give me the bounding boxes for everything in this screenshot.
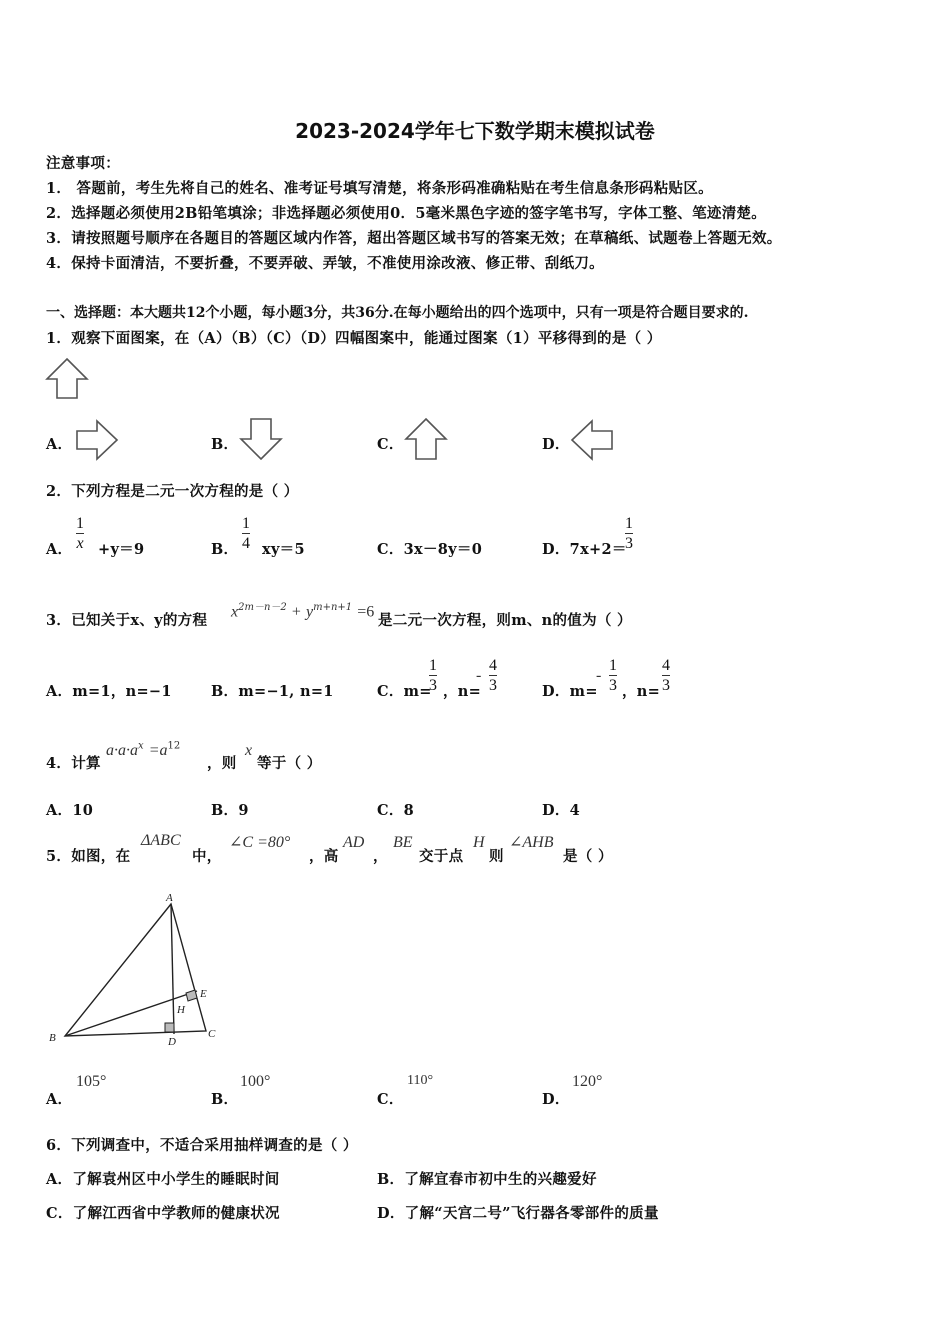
point-label-h: H [177, 1004, 185, 1016]
q6-option-b: B．了解宜春市初中生的兴趣爱好 [377, 1171, 597, 1188]
q5-option-label: D． [542, 1091, 570, 1108]
q3-option-c-mid: ，n= [443, 683, 482, 700]
q2-option-a-rest: +y＝9 [98, 541, 145, 558]
q5-option-value: 110° [407, 1073, 434, 1088]
q3-option-d-label: D．m= [542, 683, 598, 700]
up-arrow-figure [44, 357, 90, 401]
q5-stem-c: ，高 [309, 848, 339, 865]
q4-option-b: B．9 [211, 802, 249, 819]
q4-option-c: C．8 [377, 802, 415, 819]
q4-expression: $a\cdot a\cdot a^x =a^{12}$ [106, 740, 181, 759]
q5-stem-d: 交于点 [419, 848, 464, 865]
q1-option-label: A． [46, 436, 73, 453]
section-heading: 一、选择题：本大题共12个小题，每小题3分，共36分.在每小题给出的四个选项中，只有一项是符合题目要求的. [46, 305, 749, 321]
vertex-label-a: A [166, 892, 173, 904]
q5-stem-f: 是（ ） [563, 848, 613, 865]
q1-stem: 1．观察下面图案，在（A）（B）（C）（D）四幅图案中，能通过图案（1）平移得到的是（ ） [46, 330, 662, 347]
q4-stem-end: 等于（ ） [257, 755, 322, 772]
q3-option-c-fraction-m: $\frac{1}{3}$ [429, 657, 437, 694]
page-title: 2023-2024学年七下数学期末模拟试卷 [295, 119, 655, 143]
q5-stem-b: 中， [192, 848, 222, 865]
q3-option-c-fraction-n: $\frac{4}{3}$ [489, 657, 497, 694]
up-arrow-figure [403, 416, 449, 462]
q6-option-d: D．了解“天宫二号”飞行器各零部件的质量 [377, 1205, 659, 1222]
notice-item: 3．请按照题号顺序在各题目的答题区域内作答，超出答题区域书写的答案无效；在草稿纸、试题卷上答题无效。 [46, 230, 782, 247]
q2-stem: 2．下列方程是二元一次方程的是（ ） [46, 483, 299, 500]
q5-option-value: 105° [76, 1073, 107, 1090]
q4-stem-start: 4．计算 [46, 755, 101, 772]
q5-triangle: ΔABC [141, 832, 181, 849]
q5-altitude-be: BE [393, 834, 413, 851]
notice-item: 2．选择题必须使用2B铅笔填涂；非选择题必须使用0．5毫米黑色字迹的签字笔书写，字体工整、笔迹清楚。 [46, 205, 767, 222]
q5-option-label: A． [46, 1091, 73, 1108]
q1-option-label: B． [211, 436, 239, 453]
q3-stem-start: 3．已知关于x、y的方程 [46, 612, 208, 629]
q3-option-a: A．m=1，n=−1 [46, 683, 172, 700]
q3-option-c-sign: - [476, 667, 482, 684]
q5-option-label: C． [377, 1091, 404, 1108]
left-arrow-figure [569, 418, 615, 462]
notice-item: 4．保持卡面清洁，不要折叠，不要弄破、弄皱，不准使用涂改液、修正带、刮纸刀。 [46, 255, 604, 272]
right-arrow-figure [74, 418, 120, 462]
triangle-figure [40, 885, 230, 1055]
vertex-label-c: C [208, 1028, 216, 1040]
q2-option-a-fraction: $\frac{1}{x}$ [76, 515, 84, 552]
q6-option-a: A．了解袁州区中小学生的睡眠时间 [46, 1171, 280, 1188]
q2-option-b-label: B． [211, 541, 239, 558]
q5-altitude-ad: AD [343, 834, 365, 851]
q2-option-d-fraction: $\frac{1}{3}$ [625, 515, 633, 552]
q3-option-c-label: C．m= [377, 683, 432, 700]
q5-angle-ahb: ∠AHB [509, 834, 554, 851]
q1-option-label: D． [542, 436, 570, 453]
notice-heading: 注意事项： [46, 155, 120, 172]
q4-option-d: D．4 [542, 802, 581, 819]
q5-option-value: 100° [240, 1073, 271, 1090]
down-arrow-figure [238, 416, 284, 462]
q1-option-label: C． [377, 436, 404, 453]
notice-item: 1． 答题前，考生先将自己的姓名、准考证号填写清楚，将条形码准确粘贴在考生信息条形码粘贴区。 [46, 180, 713, 197]
q5-stem-start: 5．如图，在 [46, 848, 131, 865]
q5-stem-e: 则 [489, 848, 504, 865]
q2-option-b-rest: xy＝5 [262, 541, 305, 558]
q3-equation: $x^{2m-n-2} + y^{m+n+1} =6$ [231, 602, 375, 621]
q3-option-d-fraction-n: $\frac{4}{3}$ [662, 657, 670, 694]
vertex-label-b: B [49, 1032, 56, 1044]
q3-stem-end: 是二元一次方程，则m、n的值为（ ） [378, 612, 632, 629]
point-label-e: E [200, 988, 207, 1000]
q5-angle-c: ∠C =80° [229, 834, 291, 851]
q2-option-a-label: A． [46, 541, 73, 558]
q4-stem-mid: ，则 [207, 755, 237, 772]
q5-option-value: 120° [572, 1073, 603, 1090]
q2-option-d-label: D．7x+2＝ [542, 541, 627, 558]
q5-comma: ， [373, 848, 388, 865]
q6-option-c: C．了解江西省中学教师的健康状况 [46, 1205, 280, 1222]
q4-variable: x [245, 742, 253, 759]
q3-option-b: B．m=−1, n=1 [211, 683, 334, 700]
q6-stem: 6．下列调查中，不适合采用抽样调查的是（ ） [46, 1137, 358, 1154]
q3-option-d-mid: ，n= [622, 683, 661, 700]
q3-option-d-sign: - [596, 667, 602, 684]
q5-point-h: H [473, 834, 485, 851]
point-label-d: D [168, 1036, 176, 1048]
q5-option-label: B． [211, 1091, 239, 1108]
q2-option-b-fraction: $\frac{1}{4}$ [242, 515, 250, 552]
q4-option-a: A．10 [46, 802, 94, 819]
q3-option-d-fraction-m: $\frac{1}{3}$ [609, 657, 617, 694]
q2-option-c: C．3x－8y＝0 [377, 541, 483, 558]
